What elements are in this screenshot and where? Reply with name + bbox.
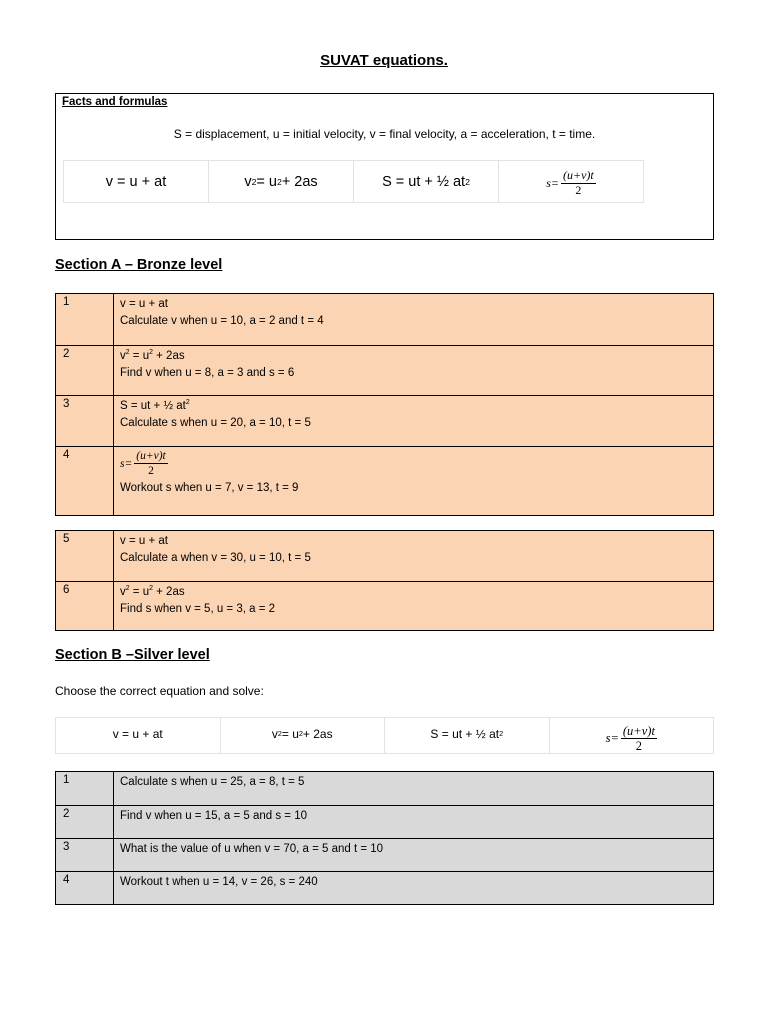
question-number: 5: [56, 531, 114, 581]
formula-row: [63, 160, 644, 203]
table-row: [56, 345, 713, 395]
question-number: 3: [56, 396, 114, 446]
question-equation: S = ut + ½ $at^2$: [120, 399, 190, 412]
variable-definitions: S = displacement, u = initial velocity, v = final velocity, a = acceleration, t = time.: [173, 127, 596, 141]
table-row: [56, 805, 713, 838]
question-number: 2: [56, 346, 114, 395]
table-row: [56, 446, 713, 515]
question-text: Calculate v when u = 10, a = 2 and t = 4: [120, 315, 324, 327]
question-body: [114, 582, 713, 630]
question-text: Workout t when u = 14, v = 26, s = 240: [120, 876, 318, 888]
formula-row-silver: [55, 717, 714, 754]
page-title: SUVAT equations.: [320, 52, 448, 69]
formula-v-u-at: v = u + at: [64, 161, 209, 202]
section-b-instruction: Choose the correct equation and solve:: [55, 684, 264, 698]
question-text: Find v when u = 8, a = 3 and s = 6: [120, 367, 295, 379]
question-equation: v = u + at: [120, 535, 168, 547]
question-number: 1: [56, 294, 114, 345]
question-body: [114, 294, 713, 345]
table-row: [56, 294, 713, 345]
question-text: Calculate s when u = 25, a = 8, t = 5: [120, 776, 305, 788]
table-row: [56, 531, 713, 581]
section-a-table-2: [55, 530, 714, 631]
section-a-table-1: [55, 293, 714, 516]
question-body: [114, 396, 713, 446]
formula-s-average: s= $\frac{(u+v)t}{2}$: [605, 723, 655, 753]
question-text: Find v when u = 15, a = 5 and s = 10: [120, 810, 308, 822]
table-row: [56, 838, 713, 871]
facts-box: [55, 93, 714, 240]
question-number: 6: [56, 582, 114, 630]
table-row: [56, 395, 713, 446]
question-number: 4: [56, 447, 114, 515]
formula-s-ut: S = ut + ½ at 2: [385, 718, 550, 753]
question-text: Calculate a when v = 30, u = 10, t = 5: [120, 552, 311, 564]
section-a-heading: Section A – Bronze level: [55, 257, 223, 273]
question-body: [114, 346, 713, 395]
question-number: 2: [56, 806, 114, 838]
question-text: Calculate s when u = 20, a = 10, t = 5: [120, 417, 311, 429]
question-number: 3: [56, 839, 114, 871]
question-equation: $v^2 = u^2 + 2as$: [120, 349, 185, 362]
table-row: [56, 581, 713, 630]
table-row: [56, 772, 713, 805]
facts-heading: Facts and formulas: [62, 96, 168, 108]
formula-v-u-at: v = u + at: [56, 718, 221, 753]
question-equation: v = u + at: [120, 298, 168, 310]
question-equation: $v^2 = u^2 + 2as$: [120, 585, 185, 598]
question-text: Workout s when u = 7, v = 13, t = 9: [120, 482, 299, 495]
formula-s-average: s= $\frac{(u+v)t}{2}$: [546, 168, 594, 197]
question-body: [114, 447, 713, 515]
question-text: Find s when v = 5, u = 3, a = 2: [120, 603, 276, 615]
question-number: 4: [56, 872, 114, 904]
formula-v-squared: v 2 = u 2 + 2as: [221, 718, 386, 753]
section-b-heading: Section B –Silver level: [55, 647, 210, 663]
table-row: [56, 871, 713, 904]
formula-v-squared: v 2 = u 2 + 2as: [209, 161, 354, 202]
question-text: What is the value of u when v = 70, a = 5 and t = 10: [120, 843, 384, 855]
question-number: 1: [56, 772, 114, 805]
question-equation: s= $\frac{(u+v)t}{2}$: [120, 450, 166, 478]
question-body: [114, 531, 713, 581]
formula-s-ut: S = ut + ½ at 2: [354, 161, 499, 202]
section-b-table: [55, 771, 714, 905]
